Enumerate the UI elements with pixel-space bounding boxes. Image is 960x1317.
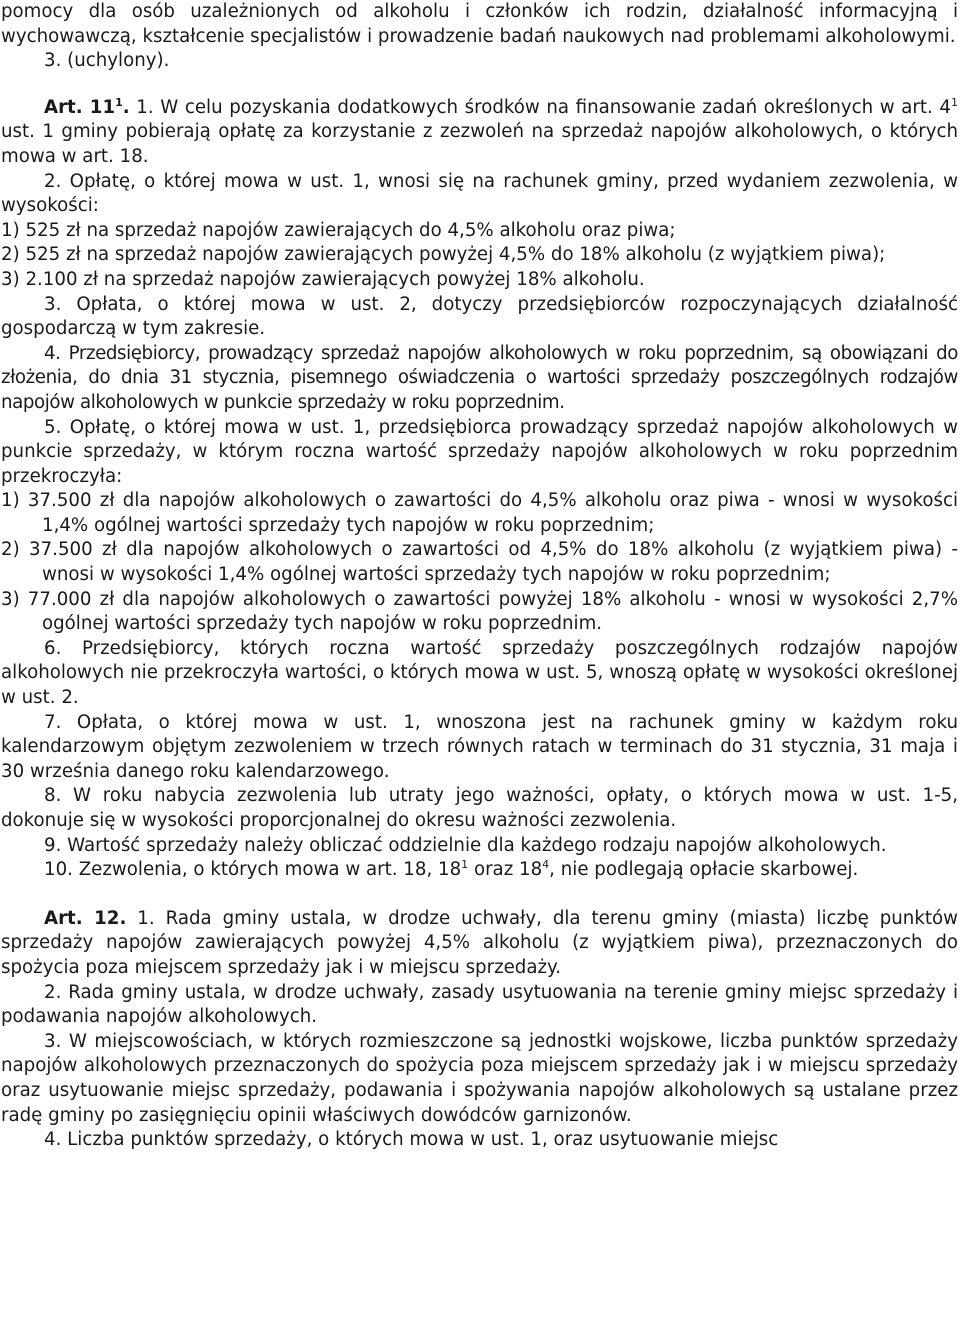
paragraph-3-uchylony: 3. (uchylony). bbox=[44, 50, 170, 72]
paragraph-10: 10. Zezwolenia, o których mowa w art. 18, $18^1$ oraz $18^4$, nie podlegają opłacie skarbowej. bbox=[44, 858, 859, 881]
list-item: 2) 525 zł na sprzedaż napojów zawierających powyżej 4,5% do 18% alkoholu (z wyjątkiem piwa); bbox=[1, 244, 886, 266]
article-12-paragraph-2: 2. Rada gminy ustala, w drodze uchwały, zasady usytuowania na terenie gminy miejsc sprzedaży i podawania napojów alkoholowych. bbox=[1, 981, 958, 1028]
list-item: 2) 37.500 zł dla napojów alkoholowych o zawartości od 4,5% do 18% alkoholu (z wyjątkiem piwa) - wnosi w wysokości 1,4% ogólnej wartości sprzedaży tych napojów w roku poprzednim; bbox=[1, 539, 958, 586]
article-11-1-paragraph-1: Art. $11^1$. 1. W celu pozyskania dodatkowych środków na finansowanie zadań określonych w art. $4^1$ ust. 1 gminy pobierają opłatę za korzystanie z zezwoleń na sprzedaż napojów alkoholowych, o których mowa w art. 18. bbox=[1, 95, 958, 167]
paragraph-5: 5. Opłatę, o której mowa w ust. 1, przedsiębiorca prowadzący sprzedaż napojów alkoholowych w punkcie sprzedaży, w którym roczna wartość sprzedaży napojów alkoholowych w roku poprzednim przekroczyła: bbox=[1, 416, 958, 487]
paragraph-2: 2. Opłatę, o której mowa w ust. 1, wnosi się na rachunek gminy, przed wydaniem zezwolenia, w wysokości: bbox=[1, 170, 958, 217]
paragraph-9: 9. Wartość sprzedaży należy obliczać oddzielnie dla każdego rodzaju napojów alkoholowych. bbox=[44, 834, 887, 856]
paragraph-7: 7. Opłata, o której mowa w ust. 1, wnoszona jest na rachunek gminy w każdym roku kalendarzowym objętym zezwoleniem w trzech równych ratach w terminach do 31 stycznia, 31 maja i 30 września danego roku kalendarzowego. bbox=[1, 711, 958, 782]
list-item: 3) 77.000 zł dla napojów alkoholowych o zawartości powyżej 18% alkoholu - wnosi w wysokości 2,7% ogólnej wartości sprzedaży tych napojów w roku poprzednim. bbox=[1, 588, 958, 635]
paragraph-4: 4. Przedsiębiorcy, prowadzący sprzedaż napojów alkoholowych w roku poprzednim, są obowiązani do złożenia, do dnia 31 stycznia, pisemnego oświadczenia o wartości sprzedaży poszczególnych rodzajów napojów alkoholowych w punkcie sprzedaży w roku poprzednim. bbox=[1, 342, 958, 413]
list-item: 1) 37.500 zł dla napojów alkoholowych o zawartości do 4,5% alkoholu oraz piwa - wnosi w wysokości 1,4% ogólnej wartości sprzedaży tych napojów w roku poprzednim; bbox=[1, 490, 958, 536]
paragraph-3: 3. Opłata, o której mowa w ust. 2, dotyczy przedsiębiorców rozpoczynających działalność gospodarczą w tym zakresie. bbox=[1, 293, 958, 340]
paragraph-intro-continuation: pomocy dla osób uzależnionych od alkoholu i członków ich rodzin, działalność informacyjną i wychowawczą, kształcenie specjalistów i prowadzenie badań naukowych nad problemami alkoholowymi. bbox=[1, 1, 958, 47]
article-11-1-heading: Art. $11^1$. bbox=[44, 95, 130, 118]
paragraph-6: 6. Przedsiębiorcy, których roczna wartość sprzedaży poszczególnych rodzajów napojów alkoholowych nie przekroczyła wartości, o których mowa w ust. 5, wnoszą opłatę w wysokości określonej w ust. 2. bbox=[1, 637, 958, 709]
list-item: 3) 2.100 zł na sprzedaż napojów zawierających powyżej 18% alkoholu. bbox=[1, 268, 645, 290]
article-12-paragraph-4: 4. Liczba punktów sprzedaży, o których mowa w ust. 1, oraz usytuowanie miejsc bbox=[44, 1129, 779, 1151]
article-12-paragraph-3: 3. W miejscowościach, w których rozmieszczone są jednostki wojskowe, liczba punktów sprzedaży napojów alkoholowych przeznaczonych do spożycia poza miejscem sprzedaży jak i w miejscu sprzedaży oraz usytuowanie miejsc sprzedaży, podawania i spożywania napojów alkoholowych są ustalane przez radę gminy po zasięgnięciu opinii właściwych dowódców garnizonów. bbox=[1, 1030, 958, 1126]
article-12-heading: Art. 12. bbox=[44, 907, 127, 929]
paragraph-8: 8. W roku nabycia zezwolenia lub utraty jego ważności, opłaty, o których mowa w ust. 1-5, dokonuje się w wysokości proporcjonalnej do okresu ważności zezwolenia. bbox=[1, 785, 958, 831]
list-item: 1) 525 zł na sprzedaż napojów zawierających do 4,5% alkoholu oraz piwa; bbox=[1, 219, 676, 241]
article-12-paragraph-1: Art. 12. 1. Rada gminy ustala, w drodze uchwały, dla terenu gminy (miasta) liczbę punktów sprzedaży napojów zawierających powyżej 4,5% alkoholu (z wyjątkiem piwa), przeznaczonych do spożycia poza miejscem sprzedaży jak i w miejscu sprzedaży. bbox=[1, 907, 958, 978]
